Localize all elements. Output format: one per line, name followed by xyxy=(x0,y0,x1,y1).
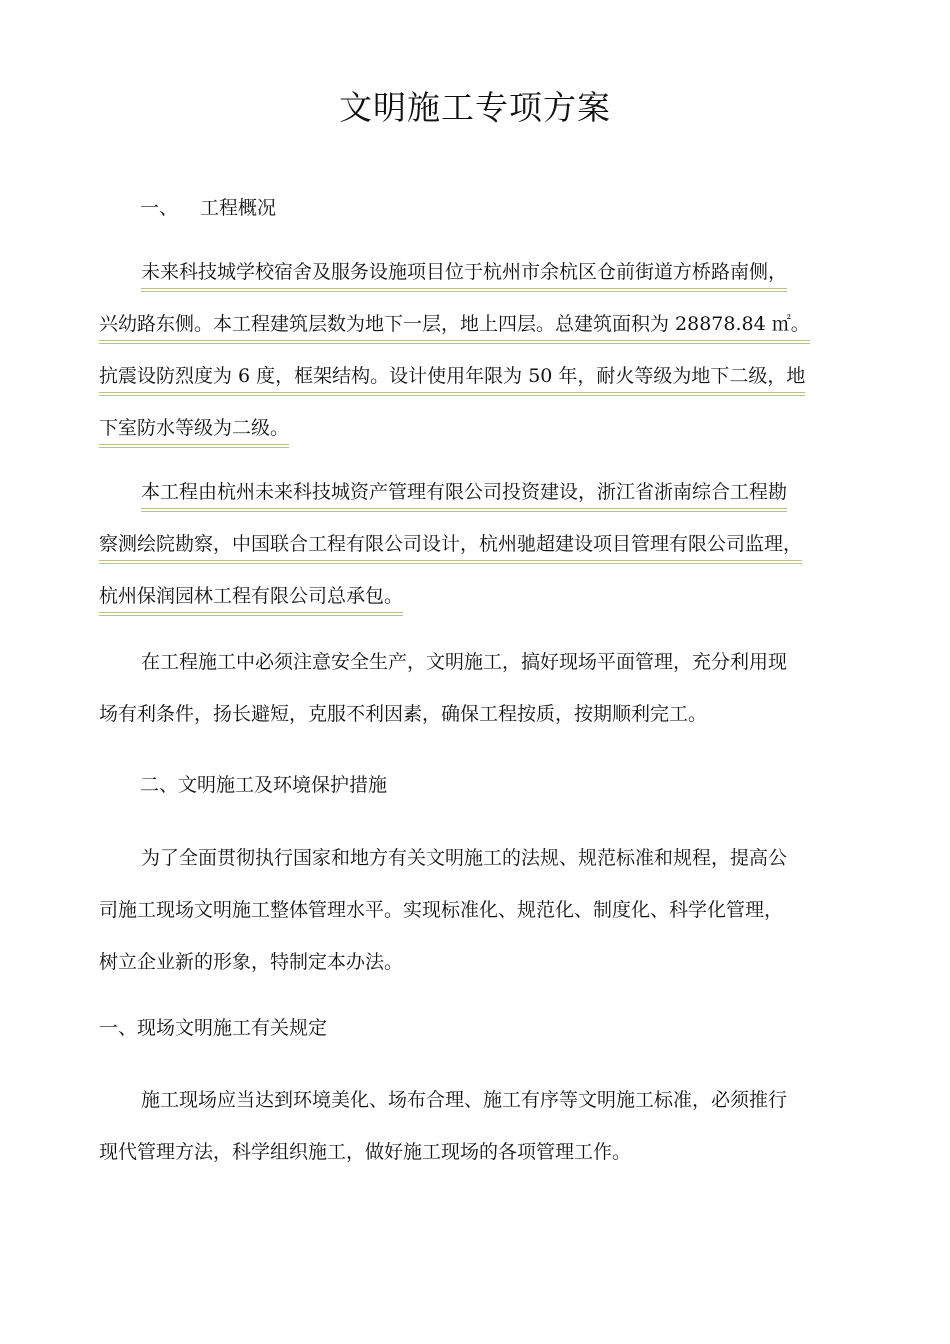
review-underline xyxy=(141,508,787,512)
paragraph-line xyxy=(99,570,851,622)
paragraph-line xyxy=(99,246,851,298)
review-underline xyxy=(99,392,805,396)
paragraph-line: 司施工现场文明施工整体管理水平。实现标准化、规范化、制度化、科学化管理， xyxy=(99,899,784,921)
highlighted-text xyxy=(99,350,805,402)
paragraph-line: 树立企业新的形象，特制定本办法。 xyxy=(99,951,404,973)
review-underline xyxy=(99,612,403,616)
document-title: 文明施工专项方案 xyxy=(339,88,611,127)
line-text: 兴幼路东侧。本工程建筑层数为地下一层，地上四层。总建筑面积为 28878.84 ㎡。 xyxy=(99,313,810,335)
paragraph-line xyxy=(99,298,851,350)
review-underline xyxy=(99,340,810,344)
line-text: 抗震设防烈度为 6 度，框架结构。设计使用年限为 50 年，耐火等级为地下二级，地 xyxy=(99,365,806,387)
highlighted-text xyxy=(99,518,802,570)
paragraph-line: 场有利条件，扬长避短，克服不利因素，确保工程按质，按期顺利完工。 xyxy=(99,703,708,725)
line-text: 本工程由杭州未来科技城资产管理有限公司投资建设，浙江省浙南综合工程勘 xyxy=(141,481,788,503)
paragraph-line xyxy=(99,466,851,518)
line-text: 下室防水等级为二级。 xyxy=(99,417,290,439)
highlighted-text xyxy=(141,466,787,518)
paragraph-line xyxy=(99,350,851,402)
paragraph-line: 施工现场应当达到环境美化、场布合理、施工有序等文明施工标准，必须推行 xyxy=(141,1089,788,1111)
paragraph-purpose xyxy=(99,832,851,988)
paragraph-project-parties xyxy=(99,466,851,622)
paragraph-line: 在工程施工中必须注意安全生产，文明施工，搞好现场平面管理，充分利用现 xyxy=(141,651,788,673)
line-text: 杭州保润园林工程有限公司总承包。 xyxy=(99,585,404,607)
paragraph-safety xyxy=(99,636,851,740)
paragraph-line xyxy=(99,518,851,570)
line-text: 察测绘院勘察，中国联合工程有限公司设计，杭州驰超建设项目管理有限公司监理， xyxy=(99,533,803,555)
highlighted-text xyxy=(99,402,289,454)
line-text: 未来科技城学校宿舍及服务设施项目位于杭州市余杭区仓前街道方桥路南侧， xyxy=(141,261,788,283)
paragraph-line xyxy=(99,402,851,454)
section-number: 一、 xyxy=(140,197,179,219)
paragraph-project-location xyxy=(99,246,851,454)
highlighted-text xyxy=(99,298,810,350)
highlighted-text xyxy=(141,246,787,298)
highlighted-text xyxy=(99,570,403,622)
section-heading-measures: 二、文明施工及环境保护措施 xyxy=(140,774,388,796)
paragraph-site-standards xyxy=(99,1074,851,1178)
paragraph-line: 为了全面贯彻执行国家和地方有关文明施工的法规、规范标准和规程，提高公 xyxy=(141,847,788,869)
review-underline xyxy=(99,444,289,448)
section-heading-regulations: 一、现场文明施工有关规定 xyxy=(99,1017,328,1039)
review-underline xyxy=(99,560,802,564)
section-heading-overview xyxy=(140,193,276,223)
paragraph-line: 现代管理方法，科学组织施工，做好施工现场的各项管理工作。 xyxy=(99,1141,632,1163)
review-underline xyxy=(141,288,787,292)
section-label: 工程概况 xyxy=(200,197,277,219)
